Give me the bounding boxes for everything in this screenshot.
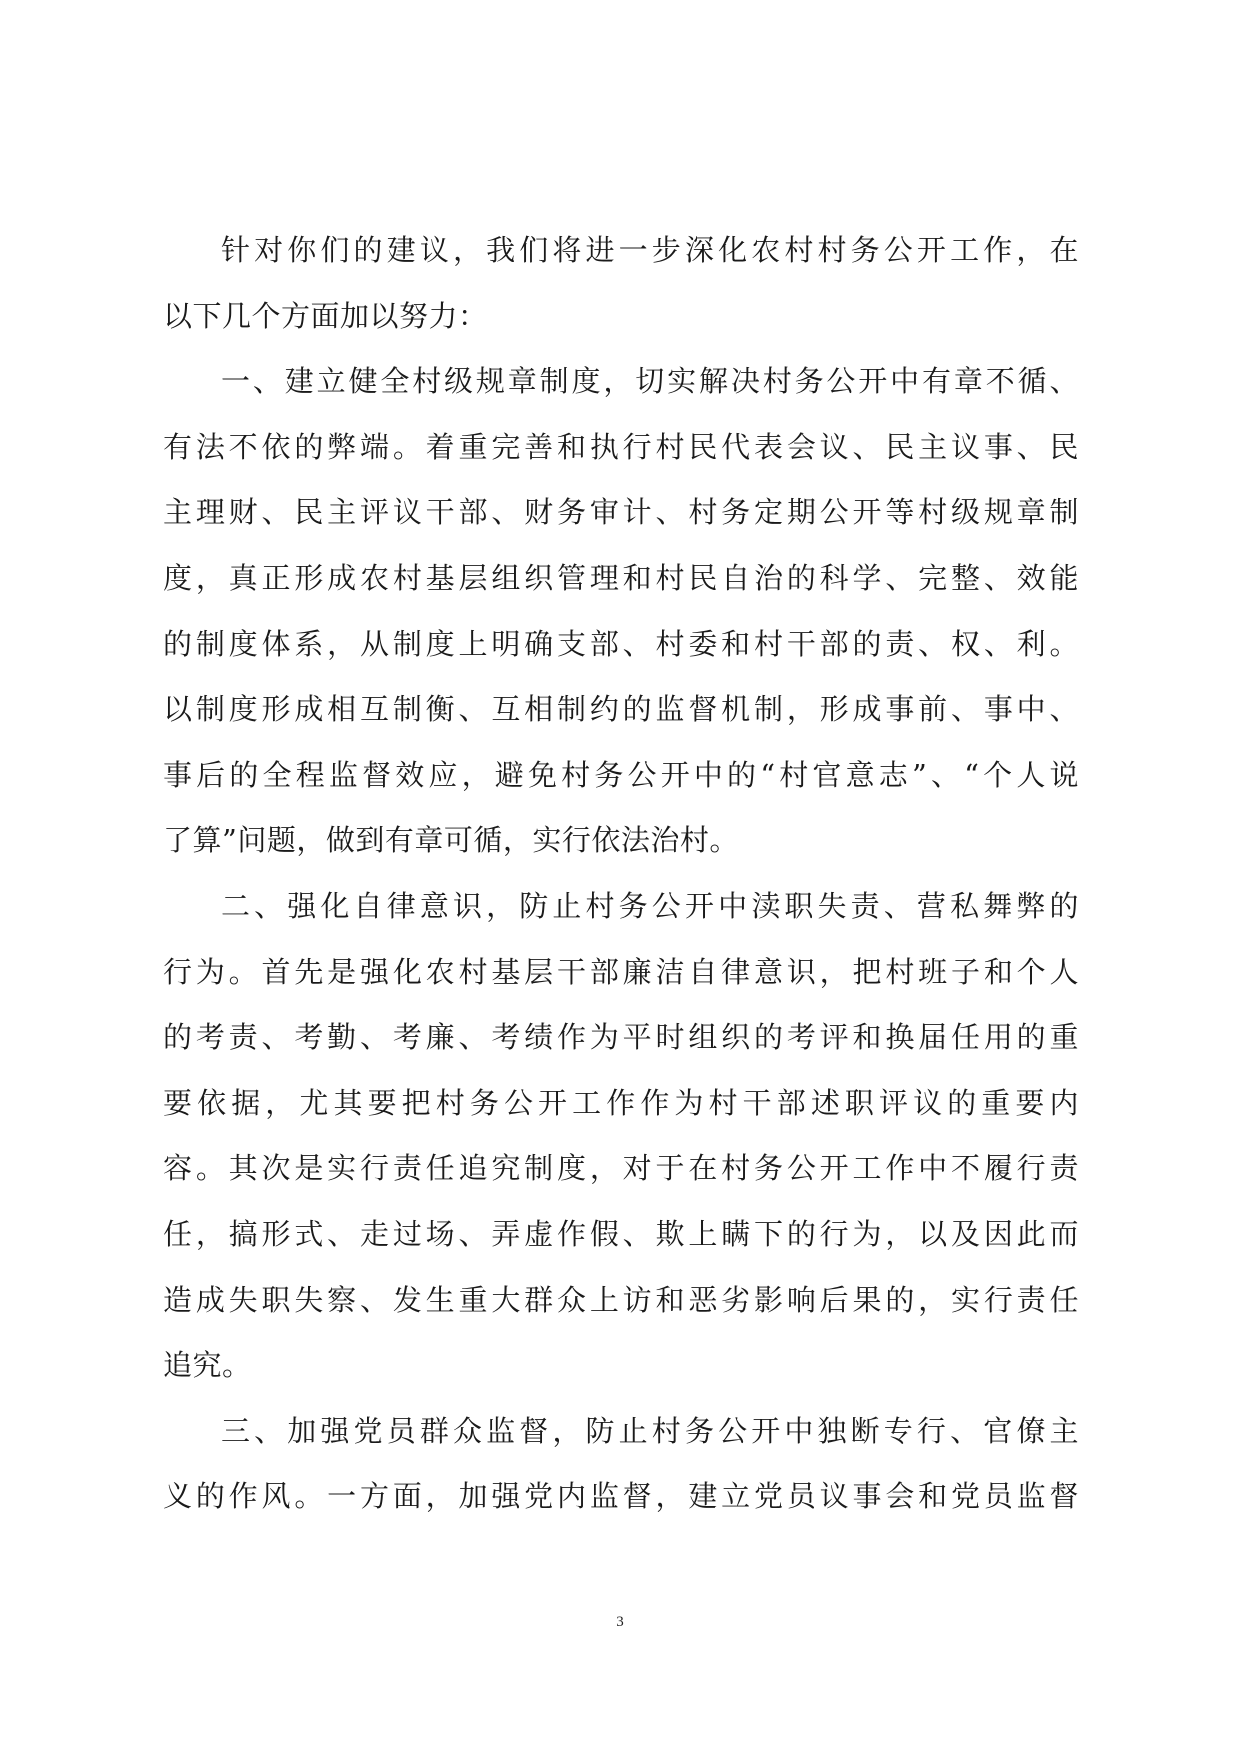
paragraph-1-line-3: 主理财、民主评议干部、财务审计、村务定期公开等村级规章制 [163,495,1079,530]
paragraph-1-line-4: 度，真正形成农村基层组织管理和村民自治的科学、完整、效能 [163,560,1079,595]
paragraph-2-line-2: 行为。首先是强化农村基层干部廉洁自律意识，把村班子和个人 [163,954,1079,989]
paragraph-2-line-1: 二、强化自律意识，防止村务公开中渎职失责、营私舞弊的 [221,888,1079,923]
page-number: 3 [616,1614,624,1630]
paragraph-1-line-8: 了算”问题，做到有章可循，实行依法治村。 [163,823,739,858]
paragraph-intro-line-1: 针对你们的建议，我们将进一步深化农村村务公开工作，在 [221,233,1079,267]
paragraph-1-line-5: 的制度体系，从制度上明确支部、村委和村干部的责、权、利。 [163,626,1079,661]
paragraph-1-line-7: 事后的全程监督效应，避免村务公开中的“村官意志”、“个人说 [163,757,1079,792]
paragraph-2-line-5: 容。其次是实行责任追究制度，对于在村务公开工作中不履行责 [163,1151,1079,1186]
paragraph-2-line-6: 任，搞形式、走过场、弄虚作假、欺上瞒下的行为，以及因此而 [163,1216,1079,1251]
paragraph-intro-line-2: 以下几个方面加以努力： [163,298,488,333]
paragraph-2-line-7: 造成失职失察、发生重大群众上访和恶劣影响后果的，实行责任 [163,1282,1079,1317]
paragraph-2-line-3: 的考责、考勤、考廉、考绩作为平时组织的考评和换届任用的重 [163,1020,1079,1055]
paragraph-1-line-1: 一、建立健全村级规章制度，切实解决村务公开中有章不循、 [221,364,1079,399]
document-body [163,218,1079,1530]
paragraph-3-line-2: 义的作风。一方面，加强党内监督，建立党员议事会和党员监督 [163,1479,1079,1514]
paragraph-2-line-4: 要依据，尤其要把村务公开工作作为村干部述职评议的重要内 [163,1085,1079,1120]
paragraph-2-line-8: 追究。 [163,1348,252,1383]
paragraph-1-line-6: 以制度形成相互制衡、互相制约的监督机制，形成事前、事中、 [163,692,1079,727]
paragraph-1-line-2: 有法不依的弊端。着重完善和执行村民代表会议、民主议事、民 [163,429,1079,464]
paragraph-3-line-1: 三、加强党员群众监督，防止村务公开中独断专行、官僚主 [221,1413,1079,1448]
